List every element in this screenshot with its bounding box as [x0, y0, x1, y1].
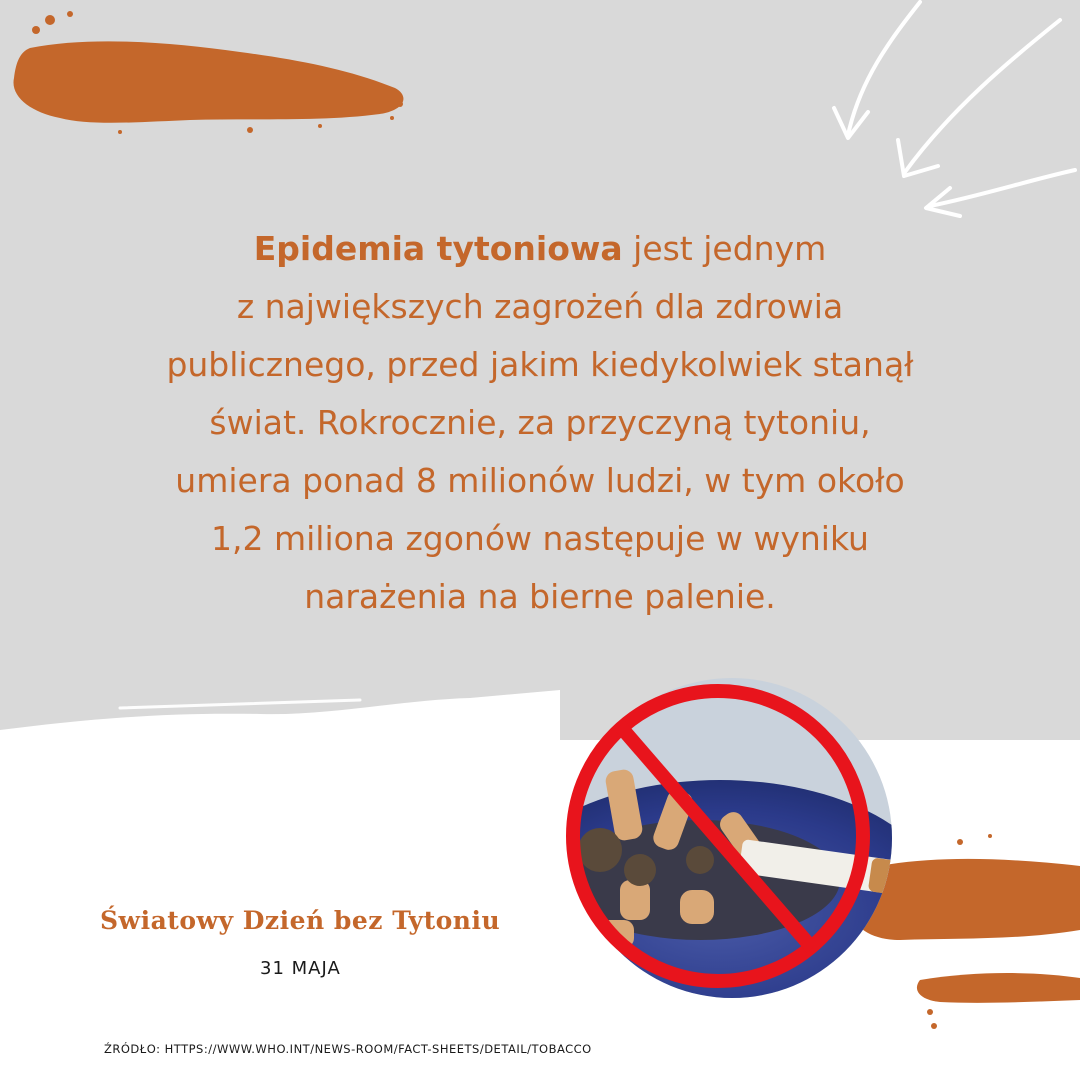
event-date: 31 MAJA	[260, 958, 341, 979]
main-line-1	[60, 220, 1020, 278]
main-line-4: świat. Rokrocznie, za przyczyną tytoniu,	[209, 403, 871, 442]
main-line-6: 1,2 miliona zgonów następuje w wyniku	[211, 519, 869, 558]
main-line-1-rest: jest jednym	[622, 229, 827, 268]
source-link[interactable]: ŹRÓDŁO: HTTPS://WWW.WHO.INT/NEWS-ROOM/FACT-SHEETS/DETAIL/TOBACCO	[104, 1042, 592, 1056]
main-lead: Epidemia tytoniowa	[253, 229, 623, 268]
orange-brush-top-left	[13, 11, 403, 134]
main-line-7: narażenia na bierne palenie.	[304, 577, 776, 616]
main-line-3: publicznego, przed jakim kiedykolwiek stanął	[166, 345, 914, 384]
main-statement	[60, 220, 1020, 626]
main-line-5: umiera ponad 8 milionów ludzi, w tym około	[175, 461, 905, 500]
event-title: Światowy Dzień bez Tytoniu	[100, 906, 501, 935]
main-line-2: z największych zagrożeń dla zdrowia	[236, 287, 844, 326]
hand-drawn-arrows-icon	[834, 2, 1075, 216]
white-brush-strokes	[0, 690, 1080, 860]
